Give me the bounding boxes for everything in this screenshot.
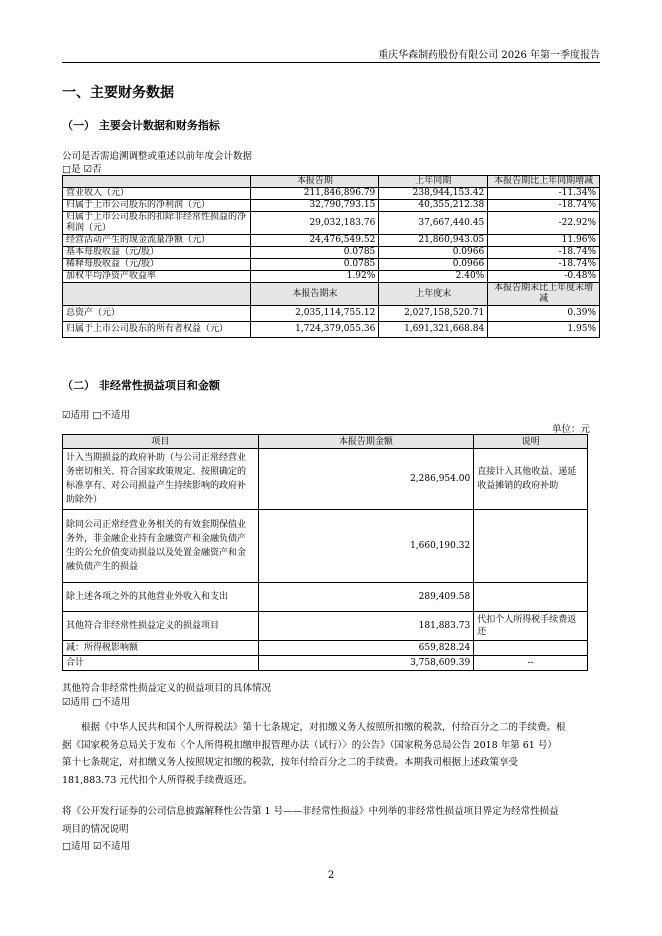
value-cell: 2.40%	[379, 271, 488, 283]
value-cell: 211,846,896.79	[251, 188, 379, 200]
table-row	[63, 247, 600, 259]
value-cell: 40,355,212.38	[379, 200, 488, 212]
restatement-question: 公司是否需追溯调整或重述以前年度会计数据	[62, 151, 253, 162]
note-cell	[474, 641, 588, 656]
row-label: 归属于上市公司股东的净利润（元）	[63, 200, 251, 212]
paragraph-line: 项目的情况说明	[62, 823, 129, 835]
table-row	[63, 200, 600, 212]
value-cell: 24,476,549.52	[251, 235, 379, 247]
table-header-row	[63, 283, 600, 306]
table-row	[63, 612, 588, 641]
table-row	[63, 322, 600, 338]
value-cell: -18.74%	[488, 259, 600, 271]
row-label: 稀释每股收益（元/股）	[63, 259, 251, 271]
value-cell: 21,860,943.05	[379, 235, 488, 247]
reclassification-note	[62, 803, 600, 856]
value-cell: 0.0785	[251, 247, 379, 259]
paragraph-line: 根据《中华人民共和国个人所得税法》第十七条规定，对扣缴义务人按照所扣缴的税款，付给百分之二的手续费。根	[81, 722, 566, 733]
value-cell: 2,035,114,755.12	[251, 306, 379, 322]
row-label: 经营活动产生的现金流量净额（元）	[63, 235, 251, 247]
table-row	[63, 212, 600, 235]
page-header: 重庆华森制药股份有限公司 2026 年第一季度报告	[378, 50, 600, 61]
paragraph-line: 据《国家税务总局关于发布〈个人所得税扣缴申报管理办法（试行）〉的公告》（国家税务总局公告 2018 年第 61 号）	[62, 739, 557, 751]
value-cell: -11.34%	[488, 188, 600, 200]
amount-cell: 1,660,190.32	[258, 510, 474, 583]
paragraph-line: 第十七条规定，对扣缴义务人按照规定扣缴的税款，按年付给百分之二的手续费。本期我司根据上述政策享受	[62, 757, 519, 768]
page-number: 2	[327, 870, 335, 881]
other-items-title: 其他符合非经常性损益定义的损益项目的具体情况	[62, 683, 272, 694]
header-cell	[63, 283, 251, 306]
value-cell: -18.74%	[488, 200, 600, 212]
value-cell: 11.96%	[488, 235, 600, 247]
value-cell: -22.92%	[488, 212, 600, 235]
value-cell: 0.0785	[251, 259, 379, 271]
table-row	[63, 641, 588, 656]
explanation-paragraph	[62, 719, 600, 789]
table-row	[63, 271, 600, 283]
amount-cell: 289,409.58	[258, 583, 474, 612]
header-cell: 本报告期金额	[258, 435, 474, 449]
value-cell: -0.48%	[488, 271, 600, 283]
row-label: 加权平均净资产收益率	[63, 271, 251, 283]
row-label: 营业收入（元）	[63, 188, 251, 200]
header-cell	[63, 176, 251, 188]
header-cell: 上年度末	[379, 283, 488, 306]
item-cell: 除上述各项之外的其他营业外收入和支出	[63, 583, 259, 612]
note-cell: --	[474, 656, 588, 671]
item-cell: 计入当期损益的政府补助（与公司正常经营业务密切相关、符合国家政策规定、按照确定的标准享有、对公司损益产生持续影响的政府补助除外）	[63, 449, 259, 510]
unit-label: 单位：元	[551, 424, 590, 435]
value-cell: 1.92%	[251, 271, 379, 283]
value-cell: 0.0966	[379, 259, 488, 271]
item-cell: 减：所得税影响额	[63, 641, 259, 656]
other-items-options: ☑适用 □不适用	[62, 697, 131, 708]
header-cell: 本报告期比上年同期增减	[488, 176, 600, 188]
header-cell: 上年同期	[379, 176, 488, 188]
amount-cell: 2,286,954.00	[258, 449, 474, 510]
header-rule	[62, 62, 600, 63]
table-row	[63, 656, 588, 671]
subsection-title-2: （二） 非经常性损益项目和金额	[62, 379, 220, 392]
paragraph-line: 181,883.73 元代扣个人所得税手续费返还。	[62, 774, 253, 786]
subsection-title-1: （一） 主要会计数据和财务指标	[62, 119, 220, 132]
table-row	[63, 235, 600, 247]
value-cell: 1.95%	[488, 322, 600, 338]
amount-cell: 659,828.24	[258, 641, 474, 656]
amount-cell: 181,883.73	[258, 612, 474, 641]
table-header-row	[63, 176, 600, 188]
table-row	[63, 583, 588, 612]
table-row	[63, 510, 588, 583]
table-row	[63, 306, 600, 322]
value-cell: -18.74%	[488, 247, 600, 259]
value-cell: 238,944,153.42	[379, 188, 488, 200]
header-cell: 本报告期	[251, 176, 379, 188]
header-cell: 本报告期末比上年度末增减	[488, 283, 600, 306]
header-cell: 项目	[63, 435, 259, 449]
item-cell: 除同公司正常经营业务相关的有效套期保值业务外，非金融企业持有金融资产和金融负债产生的公允价值变动损益以及处置金融资产和金融负债产生的损益	[63, 510, 259, 583]
value-cell: 0.39%	[488, 306, 600, 322]
table-row	[63, 449, 588, 510]
header-cell: 本报告期末	[251, 283, 379, 306]
row-label: 归属于上市公司股东的扣除非经常性损益的净利润（元）	[63, 212, 251, 235]
value-cell: 1,691,321,668.84	[379, 322, 488, 338]
row-label: 总资产（元）	[63, 306, 251, 322]
value-cell: 2,027,158,520.71	[379, 306, 488, 322]
restatement-options: □是 ☑否	[62, 164, 102, 175]
note-cell: 直接计入其他收益、递延收益摊销的政府补助	[474, 449, 588, 510]
key-financial-table	[62, 175, 600, 338]
table-row	[63, 259, 600, 271]
value-cell: 0.0966	[379, 247, 488, 259]
amount-cell: 3,758,609.39	[258, 656, 474, 671]
note-cell	[474, 583, 588, 612]
reclassification-options: □适用 ☑不适用	[62, 841, 131, 852]
value-cell: 32,790,793.15	[251, 200, 379, 212]
paragraph-line: 将《公开发行证券的公司信息披露解释性公告第 1 号——非经常性损益》中列举的非经常性损益项目界定为经常性损益	[62, 806, 559, 817]
note-cell: 代扣个人所得税手续费返还	[474, 612, 588, 641]
value-cell: 37,667,440.45	[379, 212, 488, 235]
item-cell: 合计	[63, 656, 259, 671]
table-header-row	[63, 435, 588, 449]
item-cell: 其他符合非经常性损益定义的损益项目	[63, 612, 259, 641]
value-cell: 1,724,379,055.36	[251, 322, 379, 338]
note-cell	[474, 510, 588, 583]
value-cell: 29,032,183.76	[251, 212, 379, 235]
applicable-options: ☑适用 □不适用	[62, 410, 131, 421]
row-label: 归属于上市公司股东的所有者权益（元）	[63, 322, 251, 338]
non-recurring-table	[62, 434, 588, 671]
row-label: 基本每股收益（元/股）	[63, 247, 251, 259]
section-title: 一、主要财务数据	[62, 85, 174, 101]
table-row	[63, 188, 600, 200]
header-cell: 说明	[474, 435, 588, 449]
